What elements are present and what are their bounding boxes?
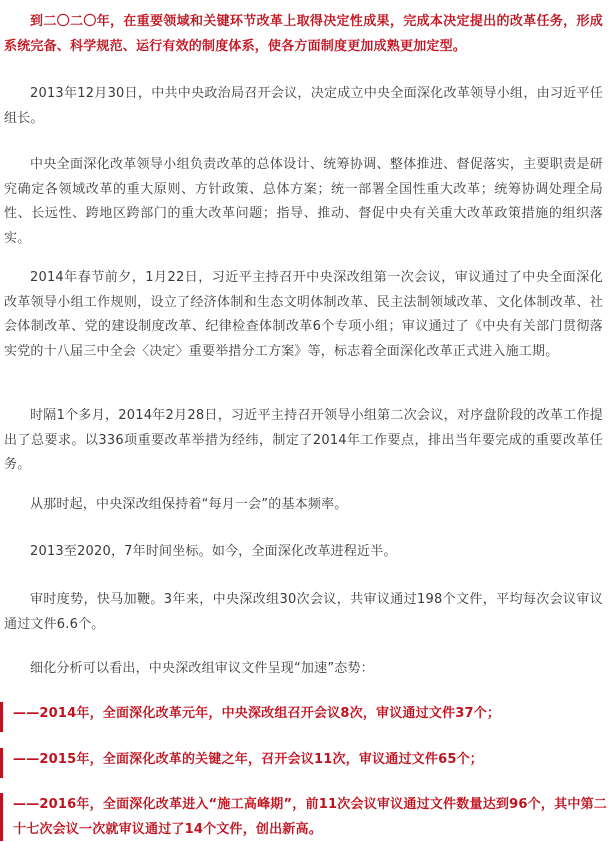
highlight-2016 — [0, 793, 607, 841]
highlight-2014-text: ——2014年，全面深化改革元年，中央深改组召开会议8次，审议通过文件37个； — [13, 706, 501, 721]
highlight-2016-text: ——2016年，全面深化改革进入“施工高峰期”，前11次会议审议通过文件数量达到96个，其中第二十七次会议一次就审议通过了14个文件，创出新高。 — [13, 797, 607, 837]
paragraph-first-meeting: 2014年春节前夕，1月22日，习近平主持召开中央深改组第一次会议，审议通过了中央全面深化改革领导小组工作规则，设立了经济体制和生态文明体制改革、民主法制领域改革、文化体制改革、社会体制改革、党的建设制度改革、纪律检查体制改革6个专项小组；审议通过了《中央有关部门贯彻落实党的十八届三中全会〈决定〉重要举措分工方案》等，标志着全面深化改革正式进入施工期。 — [4, 270, 603, 359]
highlight-2015 — [0, 748, 607, 778]
paragraph-monthly-frequency: 从那时起，中央深改组保持着“每月一会”的基本频率。 — [30, 497, 348, 512]
paragraph-second-meeting: 时隔1个多月，2014年2月28日，习近平主持召开领导小组第二次会议，对序盘阶段的改革工作提出了总要求。以336项重要改革举措为经纬，制定了2014年工作要点，排出当年要完成的重要改革任务。 — [4, 408, 603, 472]
paragraph-acceleration-intro: 细化分析可以看出，中央深改组审议文件呈现“加速”态势： — [30, 661, 374, 676]
paragraph-group-responsibilities: 中央全面深化改革领导小组负责改革的总体设计、统筹协调、整体推进、督促落实，主要职责是研究确定各领域改革的重大原则、方针政策、总体方案；统一部署全国性重大改革；统筹协调处理全局性、长远性、跨地区跨部门的重大改革问题；指导、推动、督促中央有关重大改革政策措施的组织落实。 — [4, 157, 603, 246]
highlight-2015-text: ——2015年，全面深化改革的关键之年，召开会议11次，审议通过文件65个； — [13, 752, 483, 767]
paragraph-meeting-statistics: 审时度势，快马加鞭。3年来，中央深改组30次会议，共审议通过198个文件，平均每次会议审议通过文件6.6个。 — [4, 592, 603, 632]
paragraph-leading-group-founded: 2013年12月30日，中共中央政治局召开会议，决定成立中央全面深化改革领导小组，由习近平任组长。 — [4, 86, 603, 126]
lead-paragraph: 到二〇二〇年，在重要领域和关键环节改革上取得决定性成果，完成本决定提出的改革任务，形成系统完备、科学规范、运行有效的制度体系，使各方面制度更加成熟更加定型。 — [4, 14, 603, 54]
paragraph-time-frame: 2013至2020，7年时间坐标。如今，全面深化改革进程近半。 — [30, 544, 397, 559]
highlight-2014 — [0, 702, 607, 732]
